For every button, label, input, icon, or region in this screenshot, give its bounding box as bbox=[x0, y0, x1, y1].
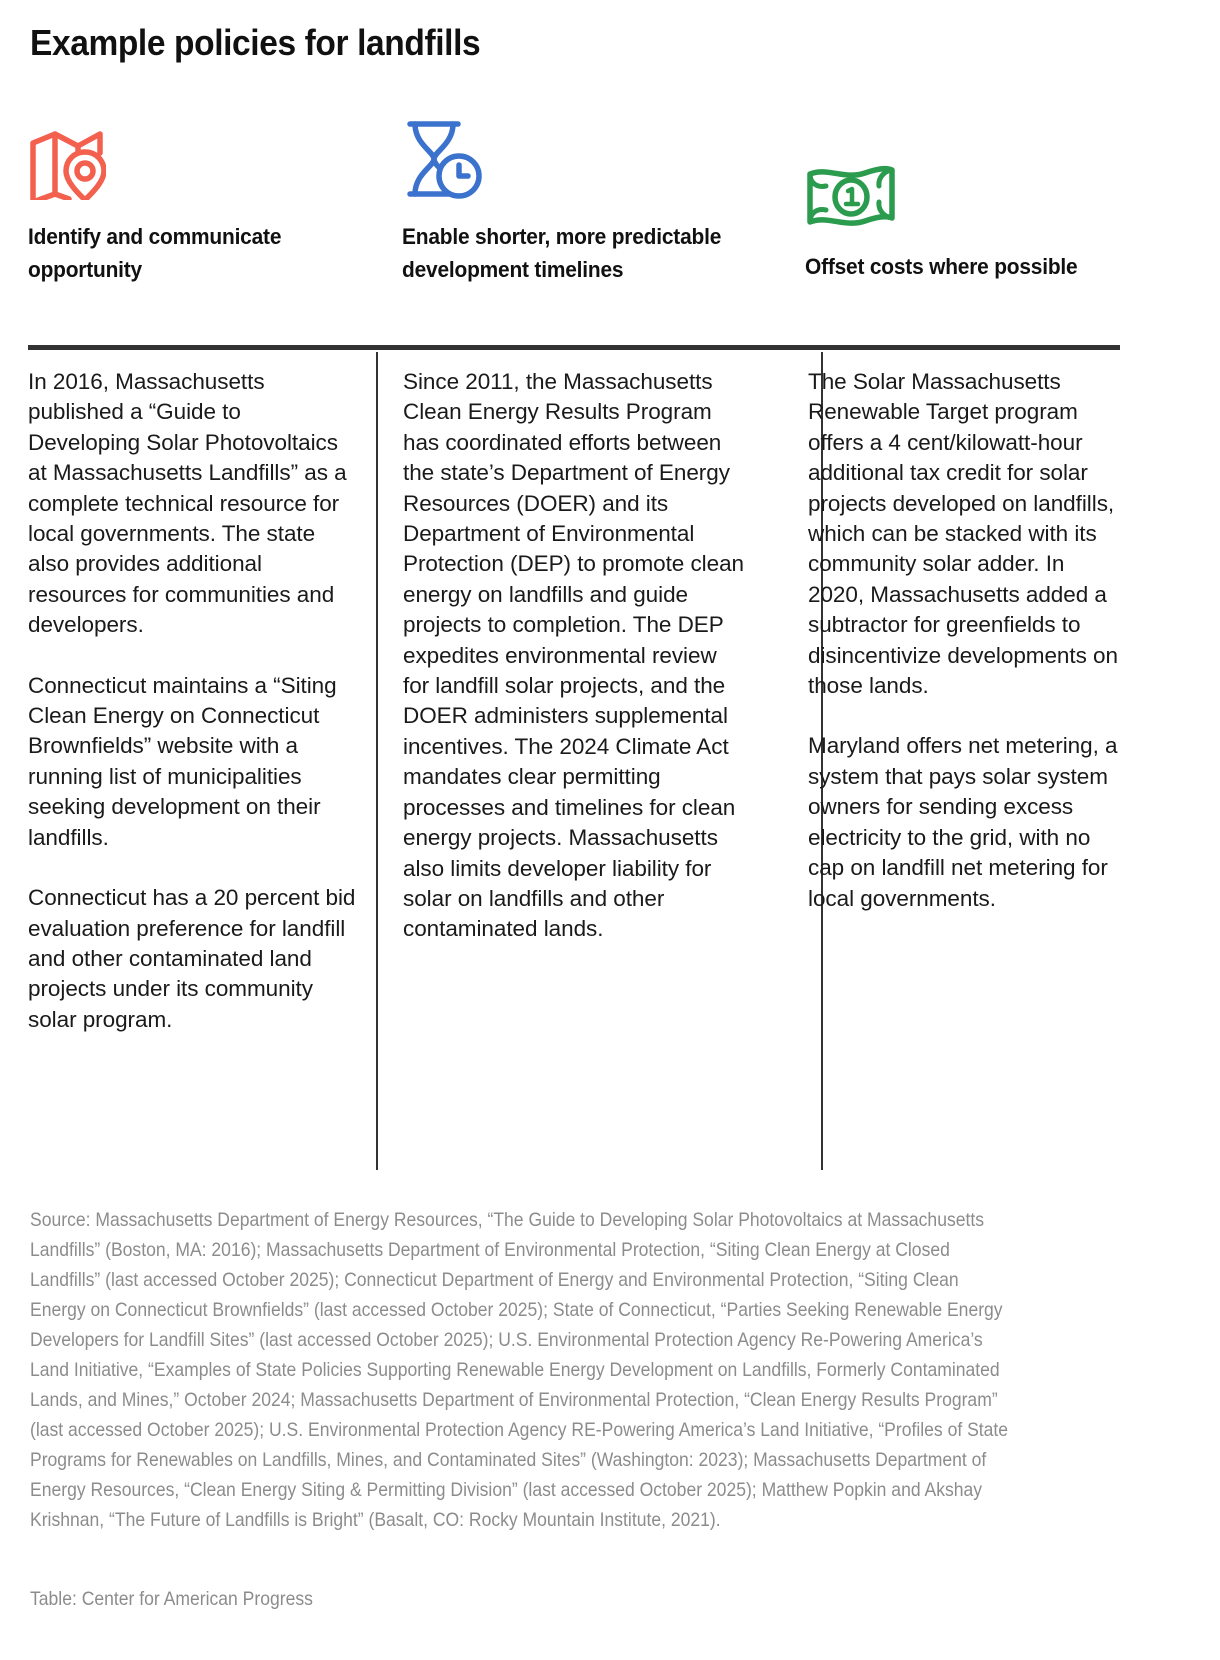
header-divider bbox=[28, 345, 1120, 350]
column-2-heading: Enable shorter, more predictable development timelines bbox=[402, 224, 722, 282]
column-1-header bbox=[28, 115, 358, 345]
paragraph: Maryland offers net metering, a system that pays solar system owners for sending excess electricity to the grid, with no cap on landfill net metering for local governments. bbox=[808, 733, 1118, 911]
column-3-header bbox=[805, 145, 1120, 375]
column-1 bbox=[28, 115, 358, 345]
map-pin-icon bbox=[28, 115, 358, 200]
paragraph: In 2016, Massachusetts published a “Guide to Developing Solar Photovoltaics at Massachusetts Landfills” as a complete technical resource for local governments. The state also provides additional resources for communities and developers. bbox=[28, 369, 347, 638]
column-1-heading: Identify and communicate opportunity bbox=[28, 224, 282, 282]
page-title: Example policies for landfills bbox=[30, 22, 481, 63]
paragraph: Connecticut maintains a “Siting Clean Energy on Connecticut Brownfields” website with a running list of municipalities seeking development on their landfills. bbox=[28, 672, 337, 850]
column-3 bbox=[805, 115, 1120, 375]
column-2 bbox=[402, 115, 747, 345]
column-3-body bbox=[808, 367, 1120, 914]
column-2-body bbox=[403, 367, 748, 945]
paragraph: Connecticut has a 20 percent bid evaluation preference for landfill and other contaminated land projects under its community solar program. bbox=[28, 885, 356, 1032]
paragraph: The Solar Massachusetts Renewable Target program offers a 4 cent/kilowatt-hour additional tax credit for solar projects developed on landfills, which can be stacked with its community solar adder. In 2020, Massachusetts added a subtractor for greenfields to disincentivize developments on those lands. bbox=[808, 369, 1118, 699]
hourglass-clock-icon bbox=[402, 115, 747, 200]
column-2-header bbox=[402, 115, 747, 345]
banknote-icon bbox=[805, 145, 1120, 230]
paragraph: Since 2011, the Massachusetts Clean Energy Results Program has coordinated efforts between the state’s Department of Energy Resources (DOER) and its Department of Environmental Protection (DEP) to promote clean energy on landfills and guide projects to completion. The DEP expedites environmental review for landfill solar projects, and the DOER administers supplemental incentives. The 2024 Climate Act mandates clear permitting processes and timelines for clean energy projects. Massachusetts also limits developer liability for solar on landfills and other contaminated lands. bbox=[403, 369, 745, 942]
source-note: Source: Massachusetts Department of Energy Resources, “The Guide to Developing Solar Photovoltaics at Massachusetts Landfills” (Boston, MA: 2016); Massachusetts Department of Environmental Protection, “Siting Clean Energy at Closed Landfills” (last accessed October 2025); Connecticut Department of Energy and Environmental Protection, “Siting Clean Energy on Connecticut Brownfields” (last accessed October 2025); State of Connecticut, “Parties Seeking Renewable Energy Developers for Landfill Sites” (last accessed October 2025); U.S. Environmental Protection Agency Re-Powering America’s Land Initiative, “Examples of State Policies Supporting Renewable Energy Development on Landfills, Formerly Contaminated Lands, and Mines,” October 2024; Massachusetts Department of Environmental Protection, “Clean Energy Results Program” (last accessed October 2025); U.S. Environmental Protection Agency RE-Powering America’s Land Initiative, “Profiles of State Programs for Renewables on Landfills, Mines, and Contaminated Sites” (Washington: 2023); Massachusetts Department of Energy Resources, “Clean Energy Siting & Permitting Division” (last accessed October 2025); Matthew Popkin and Akshay Krishnan, “The Future of Landfills is Bright” (Basalt, CO: Rocky Mountain Institute, 2021). bbox=[30, 1209, 1009, 1531]
column-divider-1 bbox=[376, 352, 378, 1170]
column-3-heading: Offset costs where possible bbox=[805, 254, 1078, 279]
table-credit: Table: Center for American Progress bbox=[30, 1588, 313, 1610]
column-1-body bbox=[28, 367, 358, 1035]
